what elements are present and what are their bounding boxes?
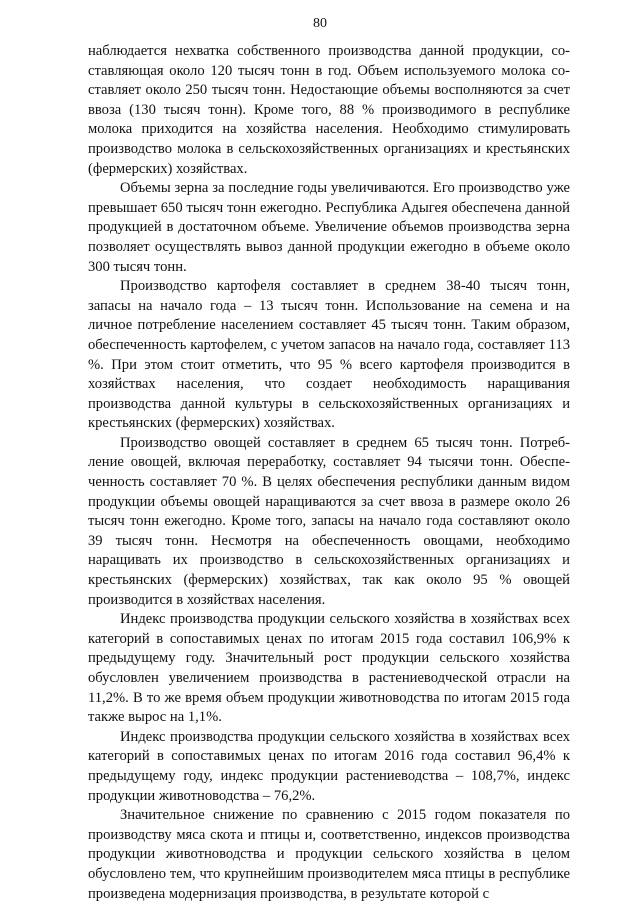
page-number: 80 [313,16,327,31]
paragraph-grain: Объемы зерна за последние годы увеличиваются. Его производство уже превышает 650 тысяч тонн ежегодно. Республика Адыгея обеспечена данной продукцией в достаточном объеме. Увеличение объемов производства зерна позволяет осуществлять вывоз данной продукции ежегодно в объеме около 300 тысяч тонн. [88,180,570,275]
paragraph-index-2015: Индекс производства продукции сельского хозяйства в хозяйствах всех категорий в сопоставимых ценах по итогам 2015 года составил 106,9% к предыдущему году. Значительный рост продукции сельского хозяйства обусловлен увеличением производства в растениеводческой отрасли на 11,2%. В то же время объем продукции животноводства по итогам 2015 года также вырос на 1,1%. [88,611,570,726]
paragraph-milk: наблюдается нехватка собственного производства данной продукции, составляющая около 120 тысяч тонн в год. Объем используемого молока составляет около 250 тысяч тонн. Недостающие объемы восполняются за счет ввоза (130 тысяч тонн). Кроме того, 88 % производимого в республике молока приходится на хозяйства населения. Необходимо стимулировать производство молока в сельскохозяйственных организациях и крестьянских (фермерских) хозяйствах. [88,43,570,177]
paragraph-decline: Значительное снижение по сравнению с 2015 годом показателя по производству мяса скота и птицы и, соответственно, индексов производства продукции животноводства и продукции сельского хозяйства в целом обусловлено тем, что крупнейшим производителем мяса птицы в республике произведена модернизация производства, в результате которой с [88,807,570,902]
paragraph-index-2016: Индекс производства продукции сельского хозяйства в хозяйствах всех категорий в сопоставимых ценах по итогам 2016 года составил 96,4% к предыдущему году, индекс продукции растениеводства – 108,7%, индекс продукции животноводства – 76,2%. [88,728,570,804]
paragraph-potatoes: Производство картофеля составляет в среднем 38-40 тысяч тонн, запасы на начало года – 13 тысяч тонн. Использование на семена и на личное потребление населением составляет 45 тысяч тонн. Таким образом, обеспеченность картофелем, с учетом запасов на начало года, составляет 113 %. При этом стоит отметить, что 95 % всего картофеля производится в хозяйствах населения, что создает необходимость наращивания производства данной культуры в сельскохозяйственных организациях и крестьянских (фермерских) хозяйствах. [88,278,570,432]
body-text [88,42,570,904]
paragraph-vegetables: Производство овощей составляет в среднем 65 тысяч тонн. Потребление овощей, включая переработку, составляет 94 тысячи тонн. Обеспеченность составляет 70 %. В целях обеспечения республики данным видом продукции объемы овощей наращиваются за счет ввоза в размере около 26 тысяч тонн ежегодно. Кроме того, запасы на начало года составляют около 39 тысяч тонн. Несмотря на обеспеченность овощами, необходимо наращивать их производство в сельскохозяйственных организациях и крестьянских (фермерских) хозяйствах, так как около 95 % овощей производится в хозяйствах населения. [88,434,570,608]
